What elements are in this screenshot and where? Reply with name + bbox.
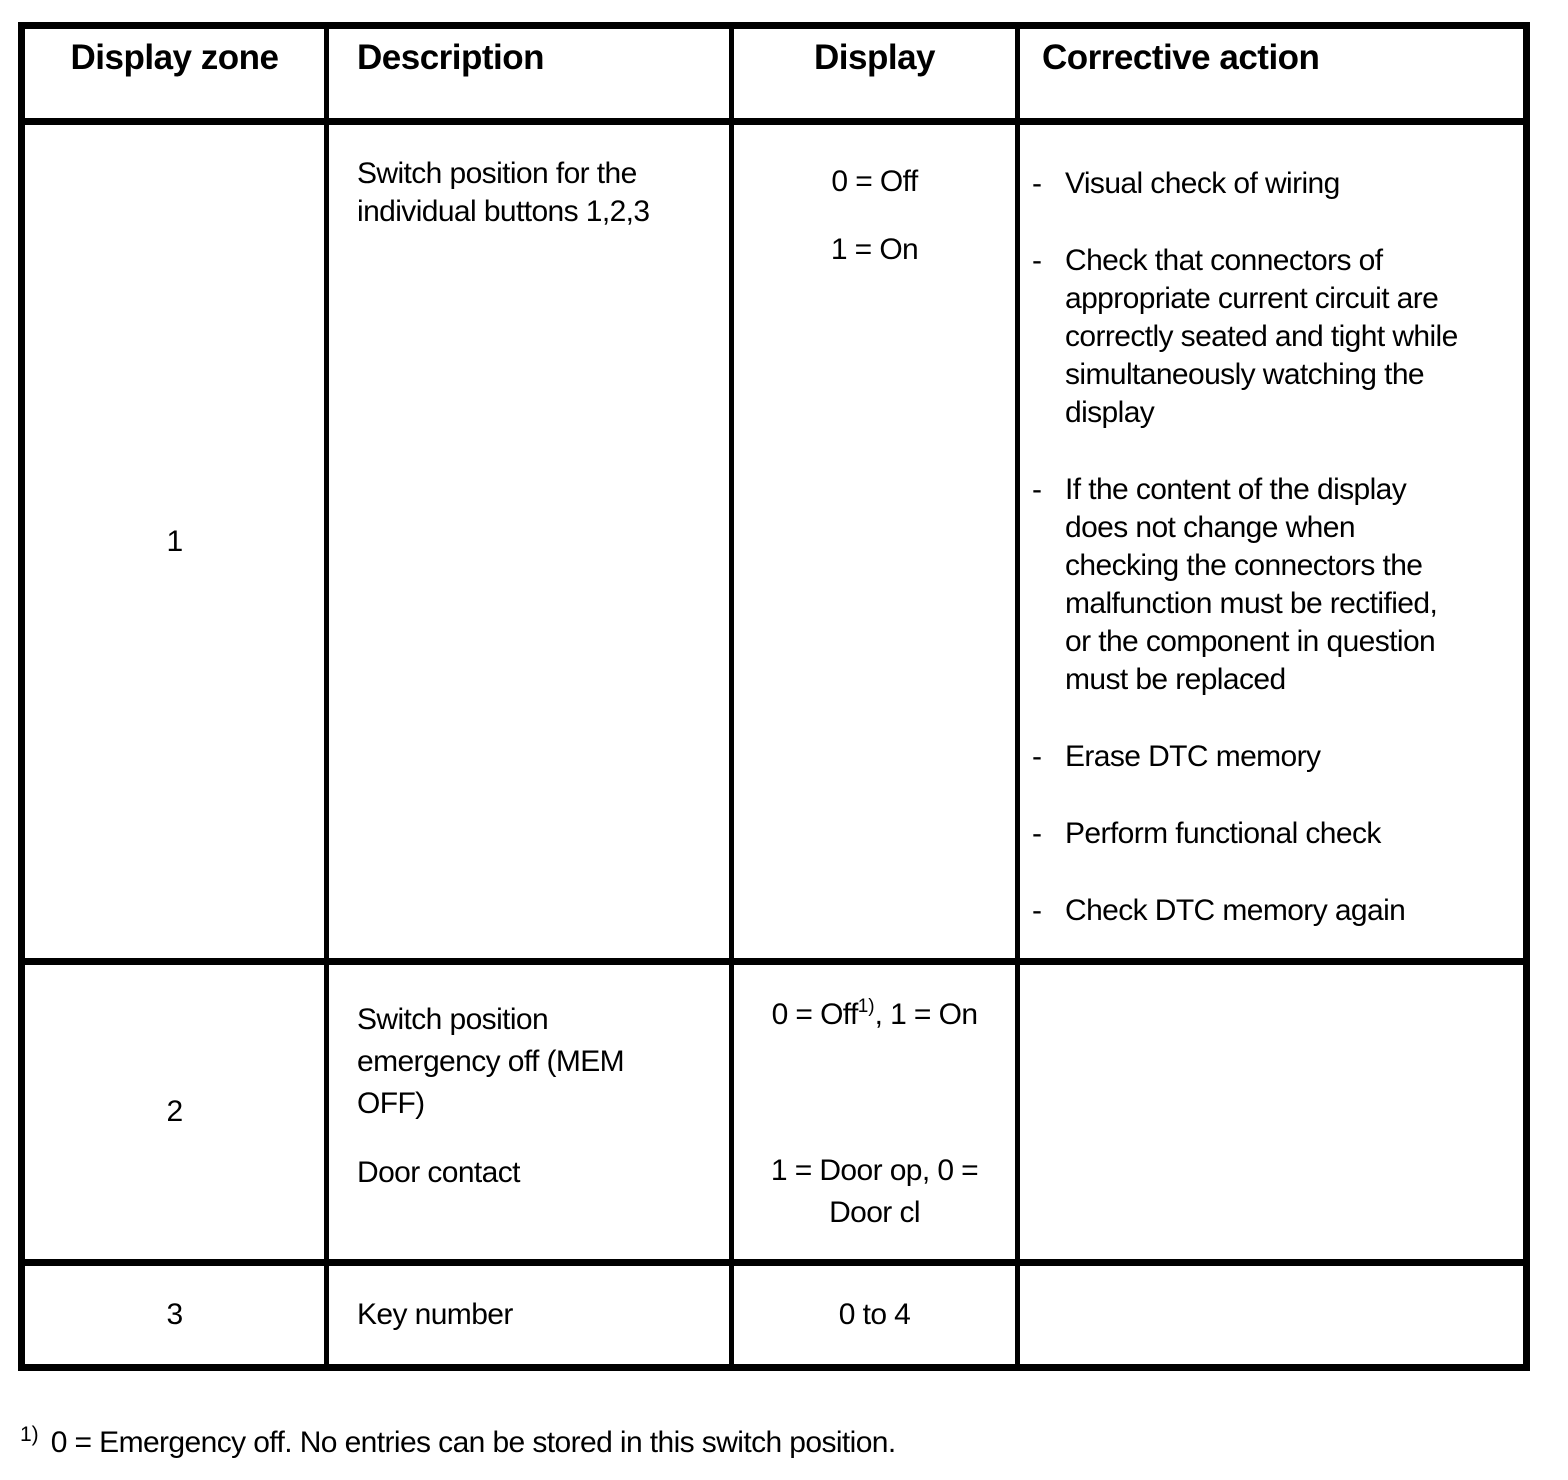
zone3-description-cell	[329, 1266, 734, 1364]
header-cell-corrective-action	[1020, 29, 1523, 125]
bullet-dash: -	[1032, 244, 1042, 277]
corrective-item-text	[1065, 471, 1515, 699]
corrective-item	[1032, 471, 1515, 699]
bullet-dash: -	[1032, 473, 1042, 506]
corrective-item	[1032, 815, 1515, 853]
corrective-line: simultaneously watching the	[1065, 358, 1425, 391]
corrective-line: appropriate current circuit are	[1065, 282, 1439, 315]
corrective-item-text	[1065, 165, 1515, 203]
corrective-item	[1032, 738, 1515, 776]
zone-number: 3	[166, 1298, 183, 1331]
corrective-line: or the component in question	[1065, 625, 1436, 658]
zone1-corrective-cell	[1020, 125, 1523, 965]
display-value	[734, 994, 1015, 1040]
corrective-item-text	[1065, 892, 1515, 930]
corrective-line: must be replaced	[1065, 663, 1286, 696]
display-value: Door cl	[829, 1196, 920, 1229]
corrective-line: Visual check of wiring	[1065, 167, 1340, 200]
display-value-prefix: 0 = Off	[771, 998, 858, 1031]
display-value: 1 = On	[830, 233, 919, 266]
corrective-line: checking the connectors the	[1065, 549, 1423, 582]
zone1-display-cell	[734, 125, 1020, 965]
corrective-line: display	[1065, 396, 1155, 429]
bullet-dash: -	[1032, 817, 1042, 850]
header-cell-display-zone	[25, 29, 329, 125]
display-value: 1 = Door op, 0 =	[770, 1154, 979, 1187]
bullet-dash: -	[1032, 167, 1042, 200]
corrective-item	[1032, 892, 1515, 930]
zone3-number-cell	[25, 1266, 329, 1364]
display-value: 0 = Off	[831, 165, 918, 198]
header-label-display-zone: Display zone	[70, 38, 279, 77]
header-label-display: Display	[814, 38, 935, 77]
corrective-item	[1032, 165, 1515, 203]
corrective-line: Erase DTC memory	[1065, 740, 1321, 773]
description-line: emergency off (MEM	[357, 1045, 625, 1078]
corrective-item	[1032, 242, 1515, 432]
zone-number: 2	[166, 1095, 183, 1128]
header-cell-display	[734, 29, 1020, 125]
zone-number: 1	[166, 524, 183, 558]
footnote-marker-superscript: 1)	[20, 1423, 39, 1446]
zone2-corrective-cell-empty	[1020, 965, 1523, 1266]
diagnostic-table	[18, 22, 1530, 1371]
corrective-item-text	[1065, 815, 1515, 853]
bullet-dash: -	[1032, 894, 1042, 927]
zone3-display-cell	[734, 1266, 1020, 1364]
corrective-line: does not change when	[1065, 511, 1355, 544]
description-line: individual buttons 1,2,3	[357, 195, 650, 228]
header-label-description: Description	[357, 38, 545, 77]
corrective-item-text	[1065, 242, 1515, 432]
zone1-description-cell	[329, 125, 734, 965]
description-line: Door contact	[357, 1156, 520, 1189]
description-line: Switch position	[357, 1003, 549, 1036]
description-line: Key number	[357, 1298, 513, 1331]
corrective-line: correctly seated and tight while	[1065, 320, 1458, 353]
zone1-number-cell	[25, 125, 329, 965]
header-cell-description	[329, 29, 734, 125]
zone2-display-cell	[734, 965, 1020, 1266]
zone2-description-cell	[329, 965, 734, 1266]
corrective-line: Perform functional check	[1065, 817, 1381, 850]
footnote	[20, 1424, 896, 1465]
zone3-corrective-cell-empty	[1020, 1266, 1523, 1364]
bullet-dash: -	[1032, 740, 1042, 773]
header-label-corrective-action: Corrective action	[1042, 38, 1320, 77]
corrective-item-text	[1065, 738, 1515, 776]
zone2-number-cell	[25, 965, 329, 1266]
corrective-line: malfunction must be rectified,	[1065, 587, 1438, 620]
corrective-line: If the content of the display	[1065, 473, 1407, 506]
description-line: OFF)	[357, 1087, 425, 1120]
corrective-line: Check DTC memory again	[1065, 894, 1406, 927]
corrective-line: Check that connectors of	[1065, 244, 1383, 277]
footnote-text: 0 = Emergency off. No entries can be stored in this switch position.	[50, 1426, 896, 1459]
display-value-suffix: , 1 = On	[874, 998, 978, 1031]
display-value: 0 to 4	[838, 1298, 911, 1331]
description-line: Switch position for the	[357, 157, 637, 190]
footnote-reference-superscript: 1)	[857, 996, 875, 1017]
